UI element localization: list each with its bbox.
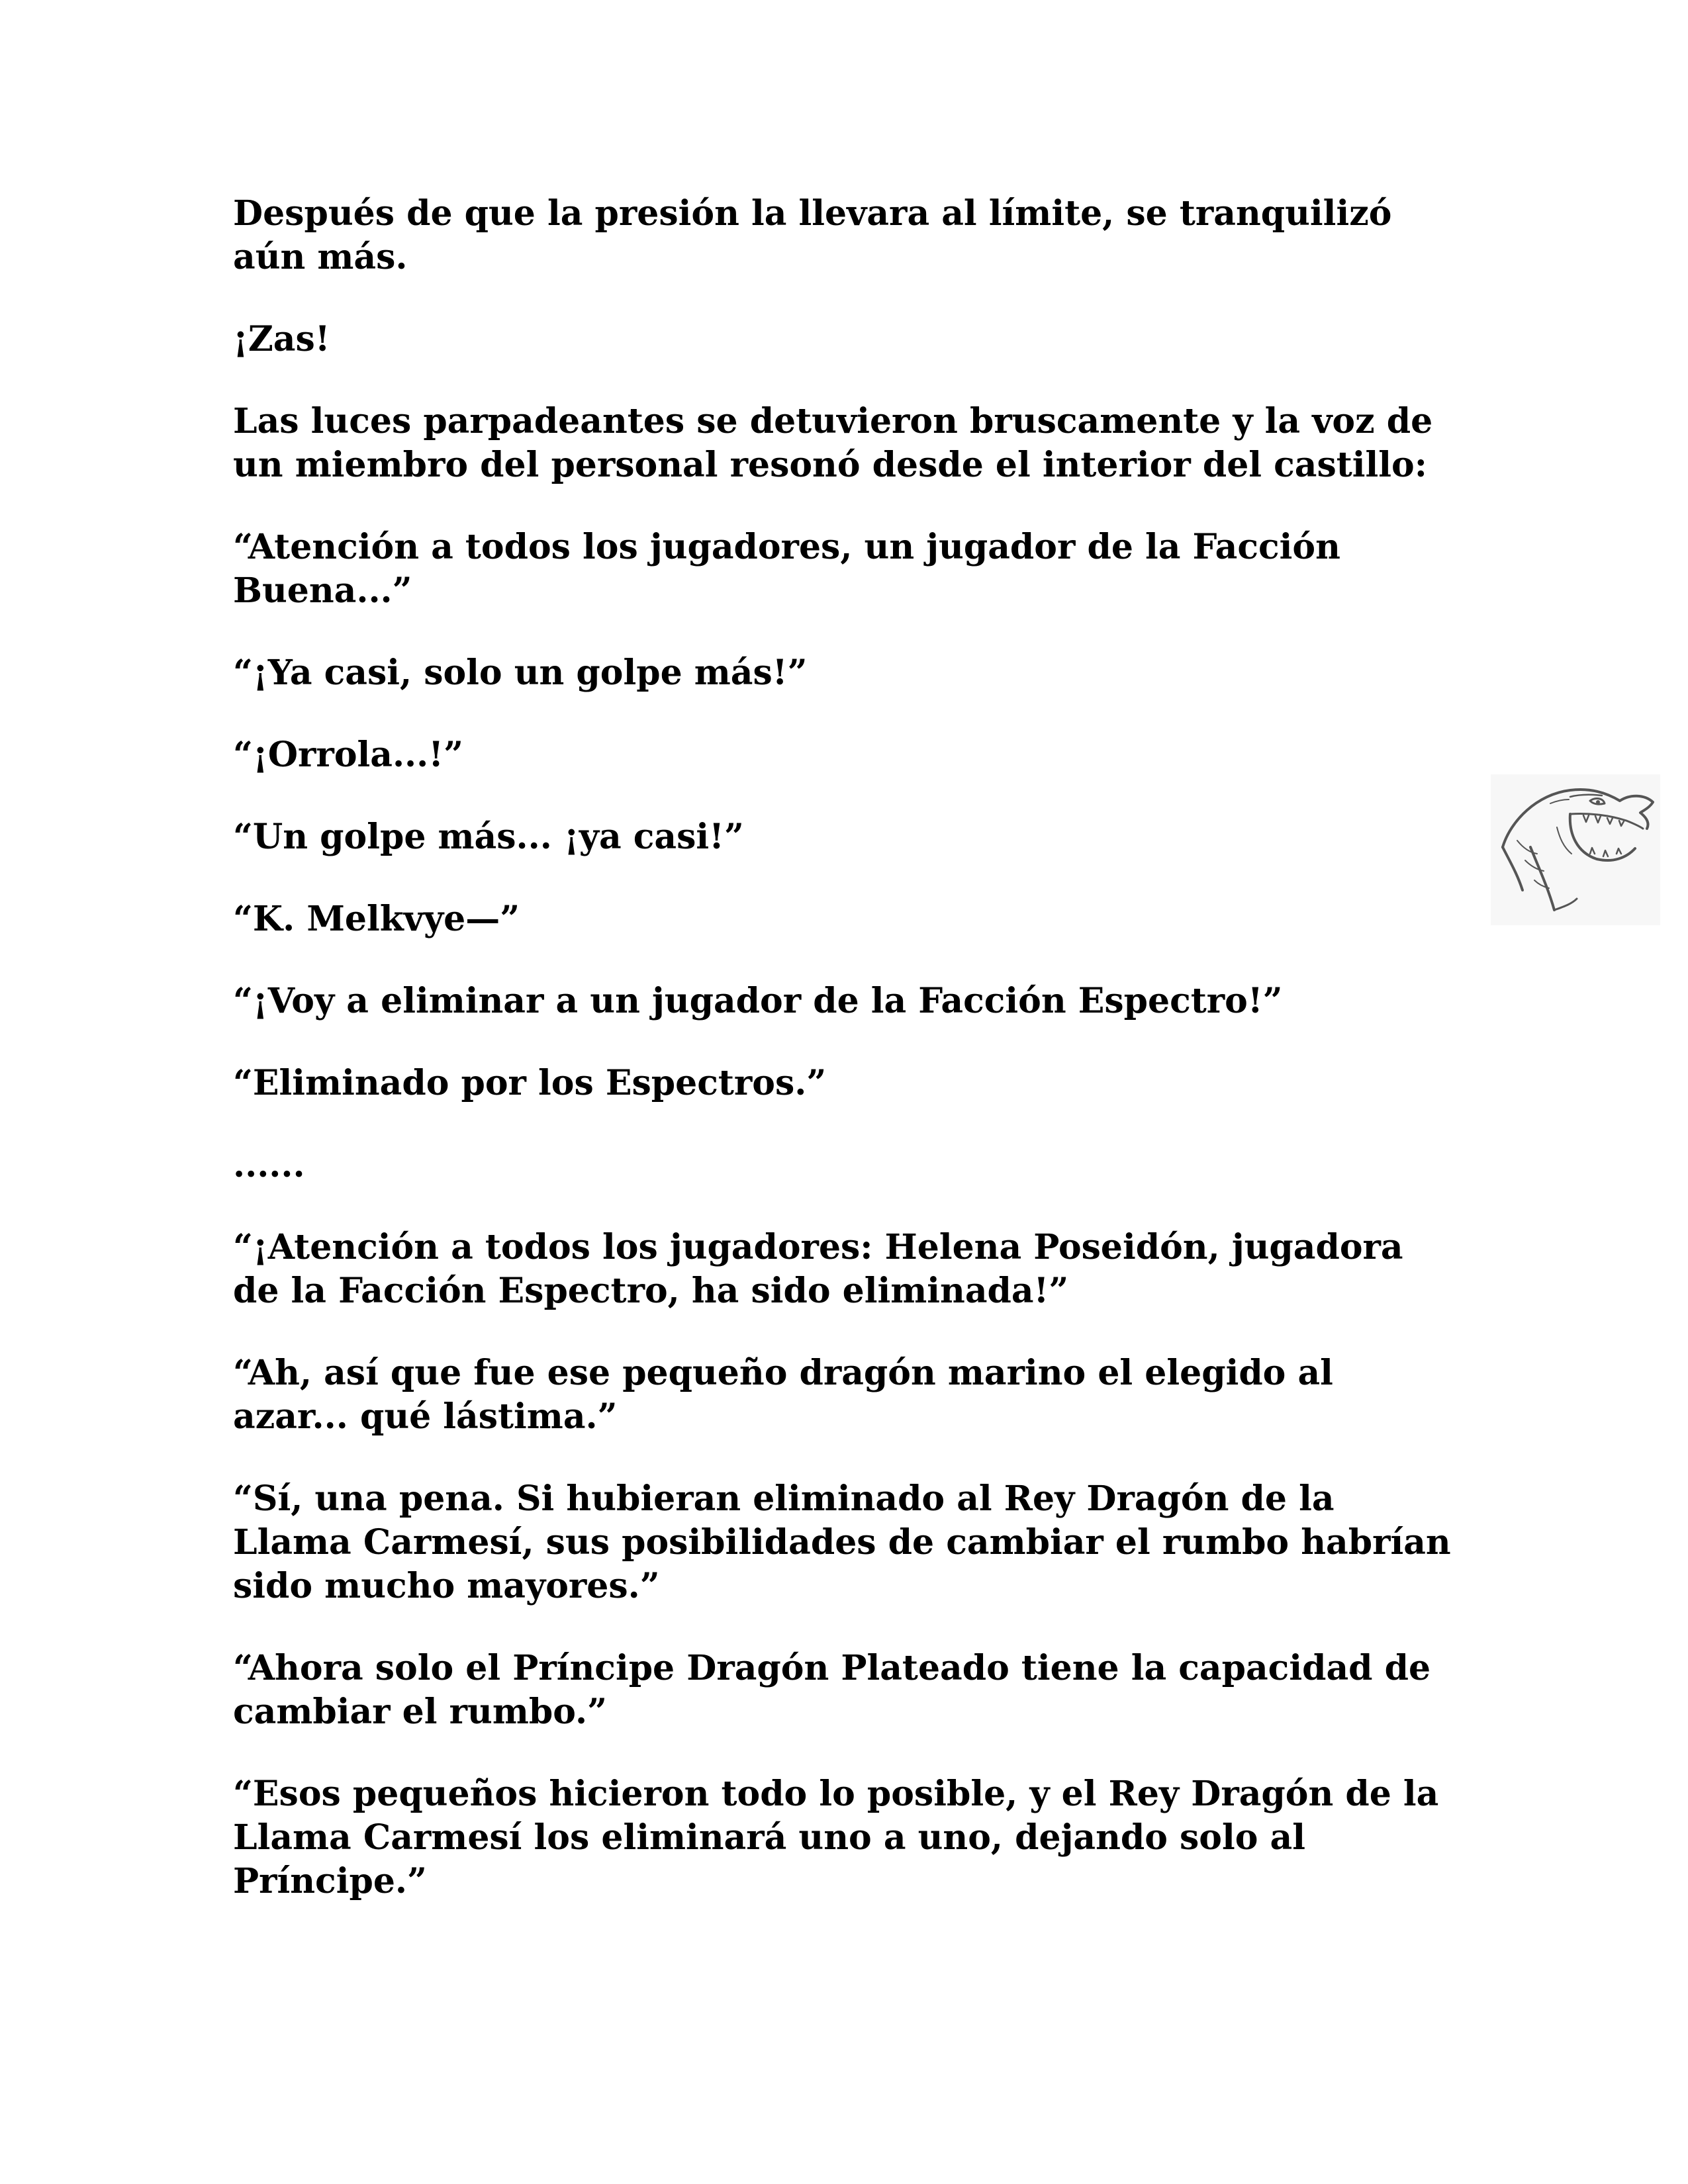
paragraph: “¡Voy a eliminar a un jugador de la Facción Espectro!”	[233, 981, 1283, 1021]
paragraph: ¡Zas!	[233, 319, 330, 359]
paragraph: ......	[233, 1145, 305, 1185]
paragraph: “Atención a todos los jugadores, un jugador de la Facción Buena...”	[233, 527, 1340, 611]
paragraph: Las luces parpadeantes se detuvieron bruscamente y la voz de un miembro del personal resonó desde el interior del castillo:	[233, 401, 1433, 485]
paragraph: “Ahora solo el Príncipe Dragón Plateado tiene la capacidad de cambiar el rumbo.”	[233, 1648, 1431, 1732]
paragraph: “Eliminado por los Espectros.”	[233, 1063, 827, 1103]
paragraph: “Esos pequeños hicieron todo lo posible, y el Rey Dragón de la Llama Carmesí los eliminará uno a uno, dejando solo al Príncipe.”	[233, 1774, 1439, 1901]
dinosaur-sketch-icon	[1491, 774, 1660, 925]
paragraph: “¡Atención a todos los jugadores: Helena Poseidón, jugadora de la Facción Espectro, ha sido eliminada!”	[233, 1227, 1403, 1311]
paragraph: “Ah, así que fue ese pequeño dragón marino el elegido al azar... qué lástima.”	[233, 1353, 1333, 1437]
paragraph: “Sí, una pena. Si hubieran eliminado al Rey Dragón de la Llama Carmesí, sus posibilidades de cambiar el rumbo habrían sido mucho mayores.”	[233, 1479, 1451, 1606]
paragraph: “Un golpe más... ¡ya casi!”	[233, 817, 744, 857]
paragraph: “K. Melkvye—”	[233, 899, 520, 939]
paragraph: “¡Ya casi, solo un golpe más!”	[233, 653, 808, 693]
paragraph: Después de que la presión la llevara al límite, se tranquilizó aún más.	[233, 193, 1392, 277]
paragraph: “¡Orrola...!”	[233, 735, 464, 775]
